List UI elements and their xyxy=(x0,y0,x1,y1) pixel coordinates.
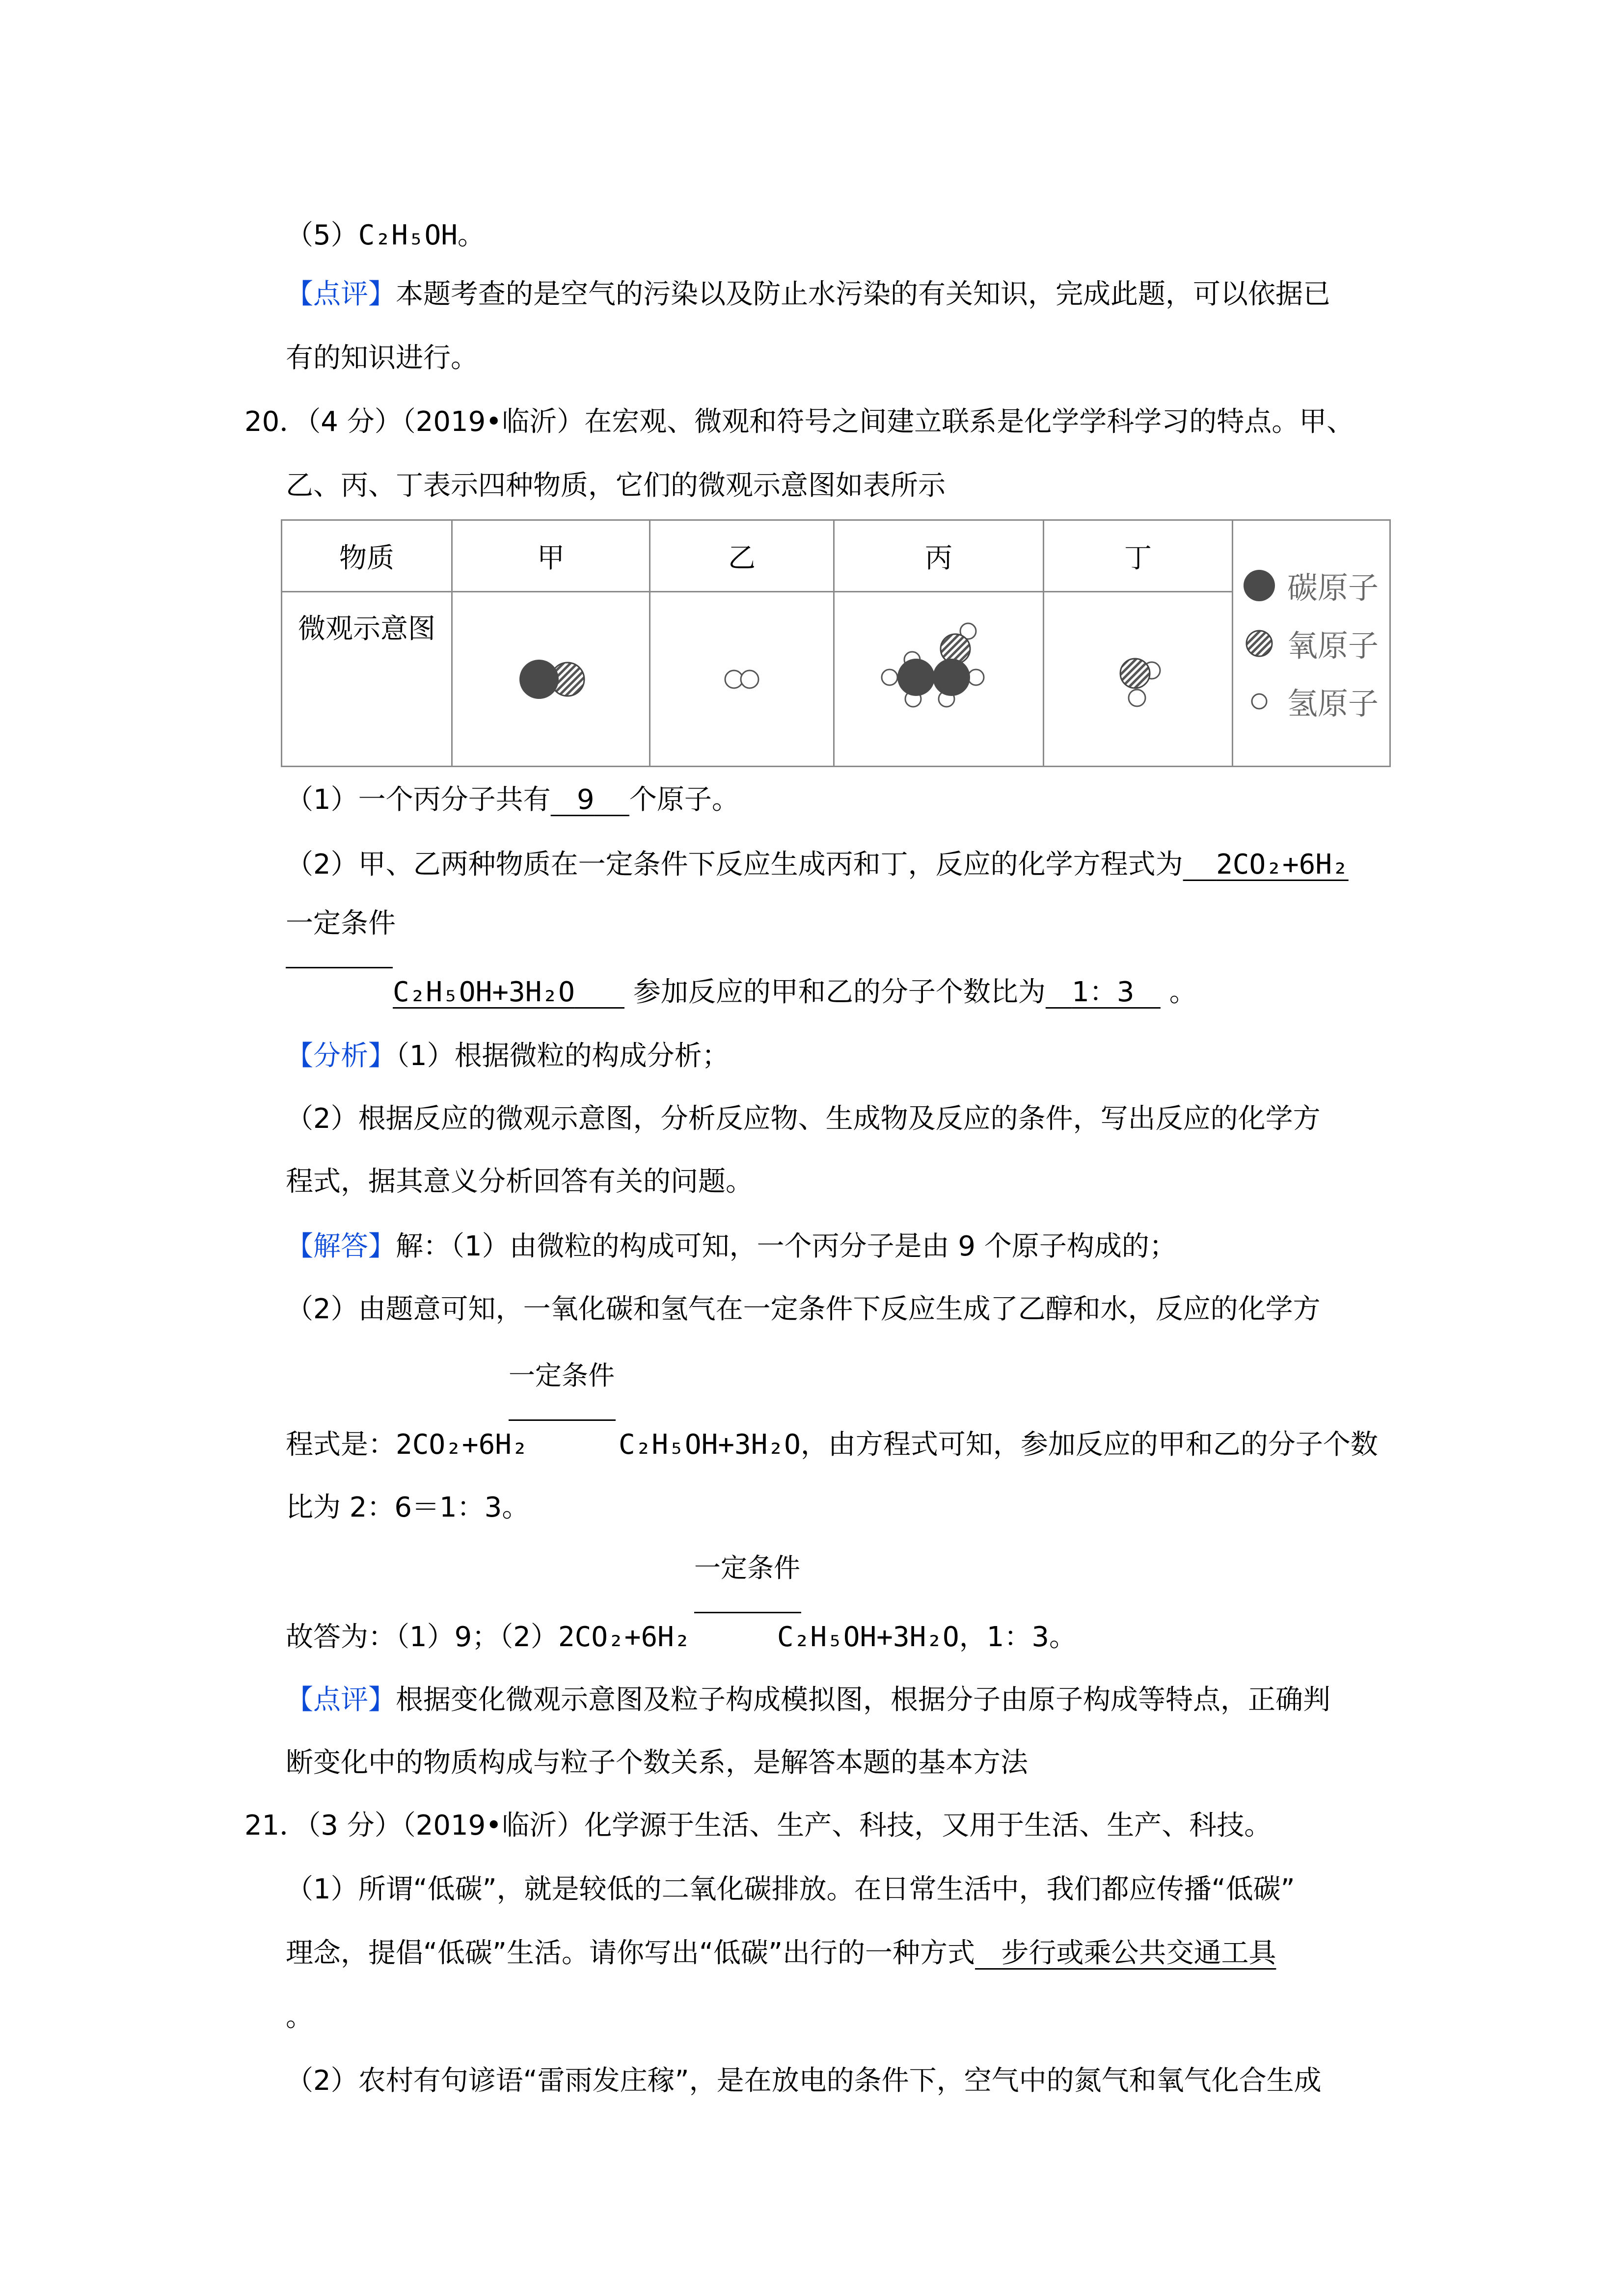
review-tag: 【点评】 xyxy=(286,278,396,310)
carbon-atom-icon xyxy=(1242,568,1276,603)
q20-part-2-condition: 一定条件 xyxy=(286,908,396,939)
q21-stem: 21．（3 分）（2019•临沂）化学源于生活、生产、科技，又用于生活、生产、科技。 xyxy=(244,1810,1272,1842)
analysis-line-3: 程式，据其意义分析回答有关的问题。 xyxy=(286,1166,753,1198)
q20-stem-line-1: 20．（4 分）（2019•临沂）在宏观、微观和符号之间建立联系是化学学科学习的特点。甲、 xyxy=(244,406,1354,438)
h2-molecule-diagram xyxy=(693,645,791,714)
table-row-label: 微观示意图 xyxy=(282,592,452,767)
q20-part-2-line-3: C₂H₅OH+3H₂O 参加反应的甲和乙的分子个数比为 1：3 。 xyxy=(393,976,1197,1008)
ding-molecule-cell xyxy=(1044,592,1233,767)
q21-part-1-line-1: （1）所谓“低碳”，就是较低的二氧化碳排放。在日常生活中，我们都应传播“低碳” xyxy=(286,1873,1295,1905)
review-line-2: 有的知识进行。 xyxy=(286,342,478,374)
reaction-arrow-bar-2 xyxy=(509,1419,616,1421)
table-header-ding: 丁 xyxy=(1044,520,1233,592)
q21-part-2-line-1: （2）农村有句谚语“雷雨发庄稼”，是在放电的条件下，空气中的氮气和氧气化合生成 xyxy=(286,2065,1322,2097)
jia-molecule-cell xyxy=(452,592,650,767)
table-header-yi: 乙 xyxy=(650,520,834,592)
answer-5-line: （5）C₂H₅OH。 xyxy=(286,219,485,251)
water-molecule-diagram xyxy=(1089,635,1187,723)
q21-part-1-line-2: 理念，提倡“低碳”生活。请你写出“低碳”出行的一种方式 步行或乘公共交通工具 xyxy=(286,1937,1276,1969)
table-header-jia: 甲 xyxy=(452,520,650,592)
equation-right-answer: C₂H₅OH+3H₂O xyxy=(393,976,575,1008)
q20-review-line-2: 断变化中的物质构成与粒子个数关系，是解答本题的基本方法 xyxy=(286,1747,1028,1779)
solution-tag: 【解答】 xyxy=(286,1230,396,1262)
yi-molecule-cell xyxy=(650,592,834,767)
solution-line-1: 【解答】解：（1）由微粒的构成可知，一个丙分子是由 9 个原子构成的； xyxy=(286,1230,1177,1262)
solution-line-2: （2）由题意可知，一氧化碳和氢气在一定条件下反应生成了乙醇和水，反应的化学方 xyxy=(286,1293,1321,1325)
atom-legend xyxy=(1233,520,1390,767)
low-carbon-answer: 步行或乘公共交通工具 xyxy=(1001,1937,1276,1969)
co2-molecule-diagram xyxy=(497,645,605,714)
table-header-label: 物质 xyxy=(282,520,452,592)
reaction-arrow-bar-3 xyxy=(694,1612,801,1613)
analysis-line-2: （2）根据反应的微观示意图，分析反应物、生成物及反应的条件，写出反应的化学方 xyxy=(286,1103,1321,1135)
final-condition: 一定条件 xyxy=(694,1552,800,1583)
solution-condition: 一定条件 xyxy=(509,1360,615,1391)
analysis-tag: 【分析】 xyxy=(286,1040,396,1072)
legend-hydrogen: 氢原子 xyxy=(1233,672,1389,730)
solution-line-3: 程式是：2CO₂+6H₂ C₂H₅OH+3H₂O，由方程式可知，参加反应的甲和乙的分子个数 xyxy=(286,1429,1378,1461)
solution-line-4: 比为 2：6＝1：3。 xyxy=(286,1492,530,1523)
bing-molecule-cell xyxy=(834,592,1044,767)
reaction-arrow-bar-1 xyxy=(286,967,393,968)
q21-part-1-line-3: 。 xyxy=(286,2001,313,2033)
review-line-1: 【点评】本题考查的是空气的污染以及防止水污染的有关知识，完成此题，可以依据已 xyxy=(286,278,1330,310)
q20-review-line-1: 【点评】根据变化微观示意图及粒子构成模拟图，根据分子由原子构成等特点，正确判 xyxy=(286,1684,1330,1716)
ethanol-molecule-diagram xyxy=(865,615,1012,743)
table-header-bing: 丙 xyxy=(834,520,1044,592)
q20-stem-line-2: 乙、丙、丁表示四种物质，它们的微观示意图如表所示 xyxy=(286,470,946,502)
part-1-answer: 9 xyxy=(577,784,595,816)
hydrogen-atom-icon xyxy=(1242,684,1276,719)
answer-5-formula: C₂H₅OH。 xyxy=(358,219,485,251)
analysis-line-1: 【分析】（1）根据微粒的构成分析； xyxy=(286,1040,730,1072)
legend-oxygen: 氧原子 xyxy=(1233,614,1389,672)
oxygen-atom-icon xyxy=(1242,626,1276,661)
final-answer-line: 故答为：（1）9；（2）2CO₂+6H₂ C₂H₅OH+3H₂O，1：3。 xyxy=(286,1621,1077,1653)
equation-left-answer: 2CO₂+6H₂ xyxy=(1216,849,1349,881)
legend-carbon: 碳原子 xyxy=(1233,557,1389,614)
ratio-answer: 1：3 xyxy=(1072,976,1135,1008)
molecule-table xyxy=(281,519,1391,767)
q20-review-tag: 【点评】 xyxy=(286,1684,396,1716)
q20-part-1: （1）一个丙分子共有 9 个原子。 xyxy=(286,784,739,816)
q20-part-2: （2）甲、乙两种物质在一定条件下反应生成丙和丁，反应的化学方程式为 2CO₂+6H₂ xyxy=(286,849,1349,881)
